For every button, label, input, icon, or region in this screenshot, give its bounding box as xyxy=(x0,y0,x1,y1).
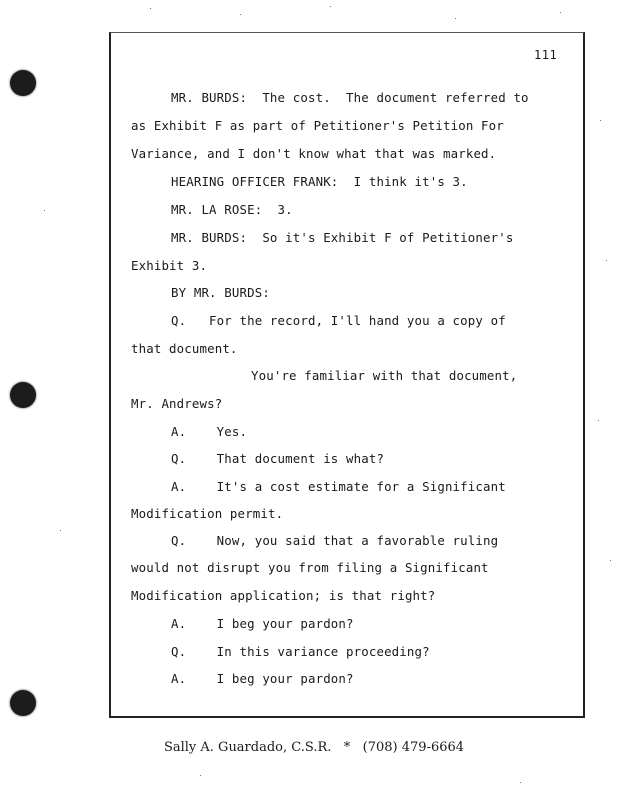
scan-speck xyxy=(200,775,201,776)
binder-hole-top-icon xyxy=(10,70,36,96)
reporter-footer: Sally A. Guardado, C.S.R. * (708) 479-6664 xyxy=(163,740,465,755)
page-number: 111 xyxy=(534,48,558,62)
scan-speck xyxy=(600,120,601,121)
transcript-line: Exhibit 3. xyxy=(131,258,208,273)
transcript-line: as Exhibit F as part of Petitioner's Petition For xyxy=(131,118,504,133)
transcript-line: A. It's a cost estimate for a Significant xyxy=(171,479,506,494)
scan-speck xyxy=(610,560,611,561)
transcript-line: Modification permit. xyxy=(131,506,284,521)
transcript-line: MR. LA ROSE: 3. xyxy=(171,202,293,217)
scan-speck xyxy=(520,782,521,783)
transcript-line: that document. xyxy=(131,341,238,356)
transcript-line: Q. For the record, I'll hand you a copy of xyxy=(171,313,506,328)
scan-speck xyxy=(330,6,331,7)
scan-speck xyxy=(240,14,241,15)
transcript-line: MR. BURDS: So it's Exhibit F of Petitioner's xyxy=(171,230,514,245)
transcript-line: You're familiar with that document, xyxy=(251,368,518,383)
transcript-line: A. I beg your pardon? xyxy=(171,616,354,631)
transcript-line: would not disrupt you from filing a Significant xyxy=(131,560,489,575)
binder-hole-middle-icon xyxy=(10,382,36,408)
scan-speck xyxy=(44,210,45,211)
transcript-line: A. I beg your pardon? xyxy=(171,671,354,686)
scan-speck xyxy=(598,420,599,421)
transcript-line: Modification application; is that right? xyxy=(131,588,436,603)
transcript-line: MR. BURDS: The cost. The document referred to xyxy=(171,90,529,105)
transcript-line: BY MR. BURDS: xyxy=(171,285,270,300)
transcript-line: HEARING OFFICER FRANK: I think it's 3. xyxy=(171,174,468,189)
scan-speck xyxy=(455,18,456,19)
scan-speck xyxy=(560,12,561,13)
scan-speck xyxy=(60,530,61,531)
transcript-line: Variance, and I don't know what that was marked. xyxy=(131,146,497,161)
transcript-line: Q. That document is what? xyxy=(171,451,385,466)
scan-speck xyxy=(150,8,151,9)
transcript-line: Q. Now, you said that a favorable ruling xyxy=(171,533,499,548)
transcript-line: Mr. Andrews? xyxy=(131,396,223,411)
binder-hole-bottom-icon xyxy=(10,690,36,716)
transcript-line: A. Yes. xyxy=(171,424,248,439)
scan-speck xyxy=(606,260,607,261)
transcript-line: Q. In this variance proceeding? xyxy=(171,644,430,659)
